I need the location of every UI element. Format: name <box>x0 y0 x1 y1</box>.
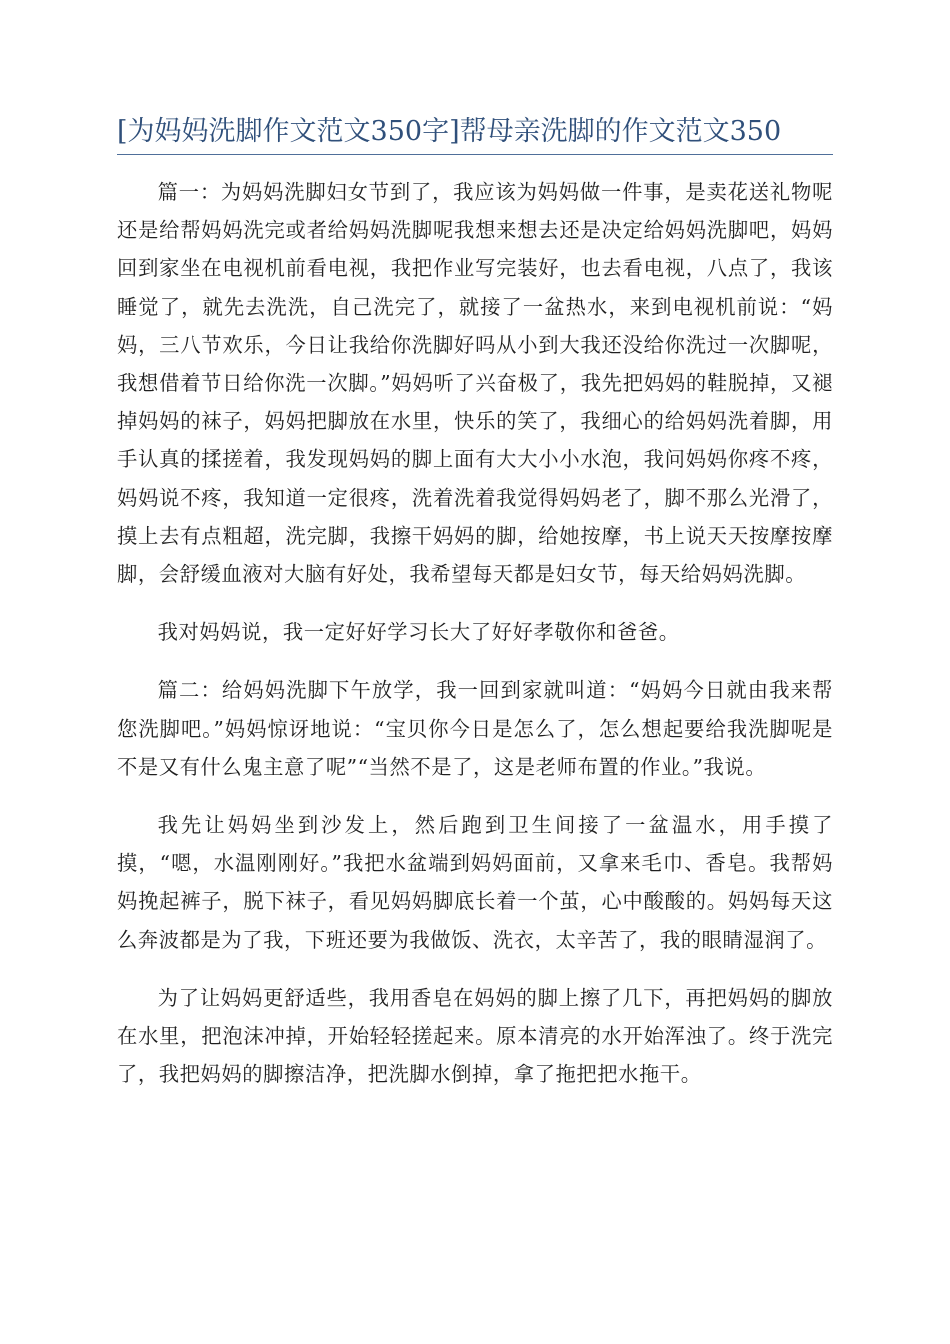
document-title: [为妈妈洗脚作文范文350字]帮母亲洗脚的作文范文350 <box>117 116 782 147</box>
paragraph-3: 篇二：给妈妈洗脚下午放学，我一回到家就叫道：“妈妈今日就由我来帮您洗脚吧。”妈妈惊讶地说：“宝贝你今日是怎么了，怎么想起要给我洗脚呢是不是又有什么鬼主意了呢”“当然不是了，这是老师布置的作业。”我说。 <box>117 678 833 779</box>
paragraph-4: 我先让妈妈坐到沙发上，然后跑到卫生间接了一盆温水，用手摸了摸，“嗯，水温刚刚好。”我把水盆端到妈妈面前，又拿来毛巾、香皂。我帮妈妈挽起裤子，脱下袜子，看见妈妈脚底长着一个茧，心中酸酸的。妈妈每天这么奔波都是为了我，下班还要为我做饭、洗衣，太辛苦了，我的眼睛湿润了。 <box>117 813 833 952</box>
document-body <box>117 173 833 1113</box>
paragraph-5: 为了让妈妈更舒适些，我用香皂在妈妈的脚上擦了几下，再把妈妈的脚放在水里，把泡沫冲掉，开始轻轻搓起来。原本清亮的水开始浑浊了。终于洗完了，我把妈妈的脚擦洁净，把洗脚水倒掉，拿了拖把把水拖干。 <box>117 985 833 1087</box>
paragraph-1: 篇一：为妈妈洗脚妇女节到了，我应该为妈妈做一件事，是卖花送礼物呢还是给帮妈妈洗完或者给妈妈洗脚呢我想来想去还是决定给妈妈洗脚吧，妈妈回到家坐在电视机前看电视，我把作业写完装好，也去看电视，八点了，我该睡觉了，就先去洗洗，自己洗完了，就接了一盆热水，来到电视机前说：“妈妈，三八节欢乐，今日让我给你洗脚好吗从小到大我还没给你洗过一次脚呢，我想借着节日给你洗一次脚。”妈妈听了兴奋极了，我先把妈妈的鞋脱掉，又褪掉妈妈的袜子，妈妈把脚放在水里，快乐的笑了，我细心的给妈妈洗着脚，用手认真的揉搓着，我发现妈妈的脚上面有大大小小水泡，我问妈妈你疼不疼，妈妈说不疼，我知道一定很疼，洗着洗着我觉得妈妈老了，脚不那么光滑了，摸上去有点粗超，洗完脚，我擦干妈妈的脚，给她按摩，书上说天天按摩按摩脚，会舒缓血液对大脑有好处，我希望每天都是妇女节，每天给妈妈洗脚。 <box>117 180 833 587</box>
paragraph-2: 我对妈妈说，我一定好好学习长大了好好孝敬你和爸爸。 <box>157 620 680 645</box>
title-underline <box>117 154 833 155</box>
